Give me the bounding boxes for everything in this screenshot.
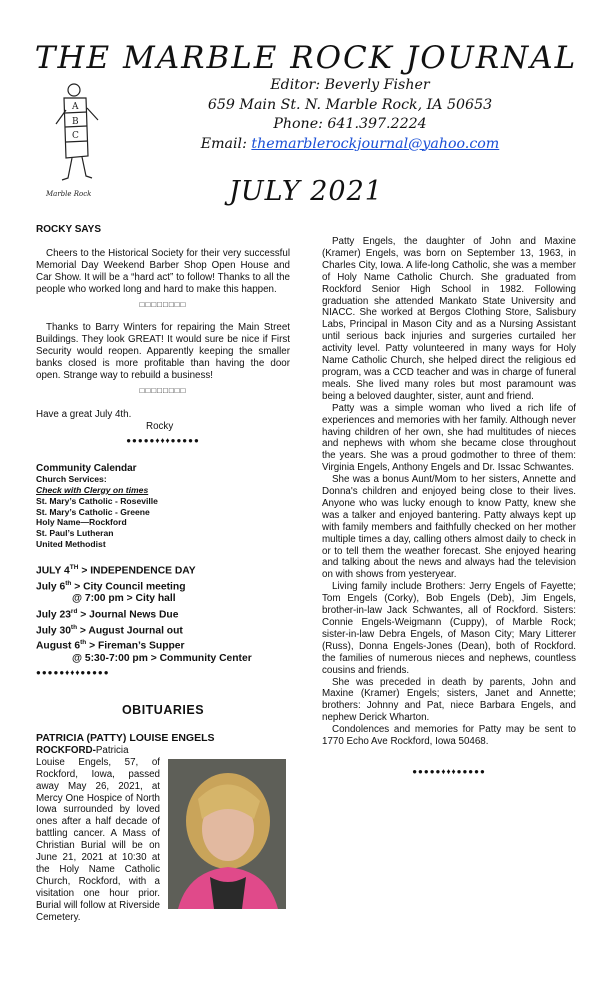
address-line: 659 Main St. N. Marble Rock, IA 50653 (207, 96, 493, 113)
events-list (36, 562, 290, 679)
community-calendar (36, 463, 290, 550)
obituary-paragraph: Living family include Brothers: Jerry Engels of Fayette; Tom Engels (Corky), Bob Engels (Deb), Jim Engels, brother-in-law Jack Schwantes, all of Rockford. Sisters: Connie Engels-Weigmann (Cuppy), of Marble Rock; sister-in-law Debra Engels, of Mason City; Mary Litterer (Russ), Donna Engels-Jones (Dean), both of Rockford. the families of numerous nieces and nephews, countless cousins and friends. (322, 581, 576, 676)
email-line (130, 135, 570, 155)
email-label: Email: (200, 135, 252, 152)
church-services-label: Church Services: (36, 474, 107, 485)
right-column (322, 236, 576, 778)
event-item: August 6th > Fireman’s Supper (36, 639, 185, 652)
church-item: St. Mary’s Catholic - Greene (36, 506, 150, 517)
obituary-paragraph: Patty was a simple woman who lived a rich life of experiences and memories with her family. Although never having children of her own, she had multitudes of nieces and nephews with whom she became close throughout the years. She was a proud godmother to three of them: Virginia Engels, Anthony Engels and Dr. Issac Schwantes. (322, 402, 576, 474)
svg-text:A: A (72, 102, 79, 112)
obituary-lead: ROCKFORD- (36, 744, 96, 756)
email-link[interactable]: themarblerockjournal@yahoo.com (251, 135, 500, 152)
event-item: @ 7:00 pm > City hall (72, 593, 176, 605)
portrait-photo (168, 759, 286, 909)
dingbat-divider: ●●●●●♦♦♦●●●●● (36, 667, 110, 677)
rocky-paragraph-2: Thanks to Barry Winters for repairing the Main Street Buildings. They look GREAT! It would sure be nice if First Security would reopen. Apparently keeping the smaller banks closed is more profitable than having the door open. Strange way to rebuild a business! (36, 322, 290, 382)
event-item: July 30th > August Journal out (36, 623, 183, 637)
rocky-signature: Rocky (146, 420, 174, 432)
separator-boxes: □□□□□□□□ (139, 299, 187, 309)
obituary-paragraph: She was a bonus Aunt/Mom to her sisters, Annette and Donna's children and enjoyed being close to their lives. Anyone who was lucky enough to know Patty, knew she was a talker and enjoyed bantering. Patty always kept up with family members and faithfully checked on her mother multiple times a day, calling others almost daily to check in or to tell them the weather forecast. She enjoyed hearing and talking about the news and always had the television on with shows from yesteryear. (322, 474, 576, 581)
mascot-caption: Marble Rock (46, 190, 92, 198)
obituary-paragraph: Patty Engels, the daughter of John and Maxine (Kramer) Engels, was born on September 13, 1963, in Charles City, Iowa. A life-long Catholic, she was a member of Holy Name Catholic Church. She graduated from Rockford Senior High School in 1982. Following graduation she attended Mankato State University and NIACC. She worked at Bergos Clothing Store, Salisbury Labs, Principal in Mason City and as a Nursing Assistant until serious back injuries and surgeries curtailed her activity level. Patty volunteered in many ways for Holy Name Catholic Church, she helped direct the religious ed program, was a CCD teacher and was in charge of funeral meals. She lived many roles but most paramount was being a beloved daughter, sister, aunt and friend. (322, 236, 576, 402)
svg-text:B: B (72, 117, 79, 127)
check-clergy-note: Check with Clergy on times (36, 484, 149, 495)
svg-text:C: C (72, 131, 79, 141)
rocky-signoff: Have a great July 4th. (36, 408, 132, 420)
dingbat-divider: ●●●●●♦♦♦●●●●● (412, 766, 486, 776)
rocky-paragraph-1: Cheers to the Historical Society for their very successful Memorial Day Weekend Barber Shop Open House and Car Show. It will be a “hard act” to follow! Thanks to all the people who worked long and hard to make this happen. (36, 247, 290, 295)
church-item: St. Paul’s Lutheran (36, 528, 114, 539)
obituary-text: ROCKFORD-Patricia Louise Engels, 57, of Rockford, Iowa, passed away May 26, 2021, at Mercy One Hospice of North Iowa surrounded by loved ones after a half decade of battling cancer. A Mass of Christian Burial will be on June 21, 2021 at 10:30 at the Holy Name Catholic Church, Rockford, with a visitation one hour prior. Burial will follow at Riverside Cemetery. (36, 744, 160, 923)
calendar-title: Community Calendar (36, 462, 137, 474)
obituaries-heading: OBITUARIES (121, 703, 205, 718)
editor-line: Editor: Beverly Fisher (270, 77, 430, 93)
obituary-name: PATRICIA (PATTY) LOUISE ENGELS (36, 732, 215, 745)
obituary-body (36, 745, 290, 924)
rocky-says-heading: ROCKY SAYS (36, 224, 102, 235)
issue-date: JULY 2021 (229, 176, 383, 207)
phone-line: Phone: 641.397.2224 (273, 116, 427, 132)
church-item: St. Mary’s Catholic - Roseville (36, 495, 158, 506)
church-item: Holy Name—Rockford (36, 517, 127, 528)
obituary-paragraph: She was preceded in death by parents, John and Maxine (Kramer) Engels; sisters, Janet and Annette; brothers: Johnny and Pat, niece Barbara Engels, and nephew Derick Wharton. (322, 676, 576, 724)
masthead-info (130, 76, 570, 154)
event-item: July 23rd > Journal News Due (36, 607, 179, 621)
dingbat-divider: ●●●●●♦♦♦●●●●● (126, 435, 200, 445)
event-item: @ 5:30-7:00 pm > Community Center (72, 653, 252, 665)
event-item: JULY 4TH > INDEPENDENCE DAY (36, 563, 196, 577)
obituary-paragraph: Condolences and memories for Patty may be sent to 1770 Echo Ave Rockford, Iowa 50468. (322, 724, 576, 748)
church-item: United Methodist (36, 538, 106, 549)
separator-boxes: □□□□□□□□ (139, 385, 187, 395)
masthead-title: THE MARBLE ROCK JOURNAL (34, 40, 578, 76)
left-column (36, 224, 290, 924)
event-item: July 6th > City Council meeting (36, 579, 186, 593)
